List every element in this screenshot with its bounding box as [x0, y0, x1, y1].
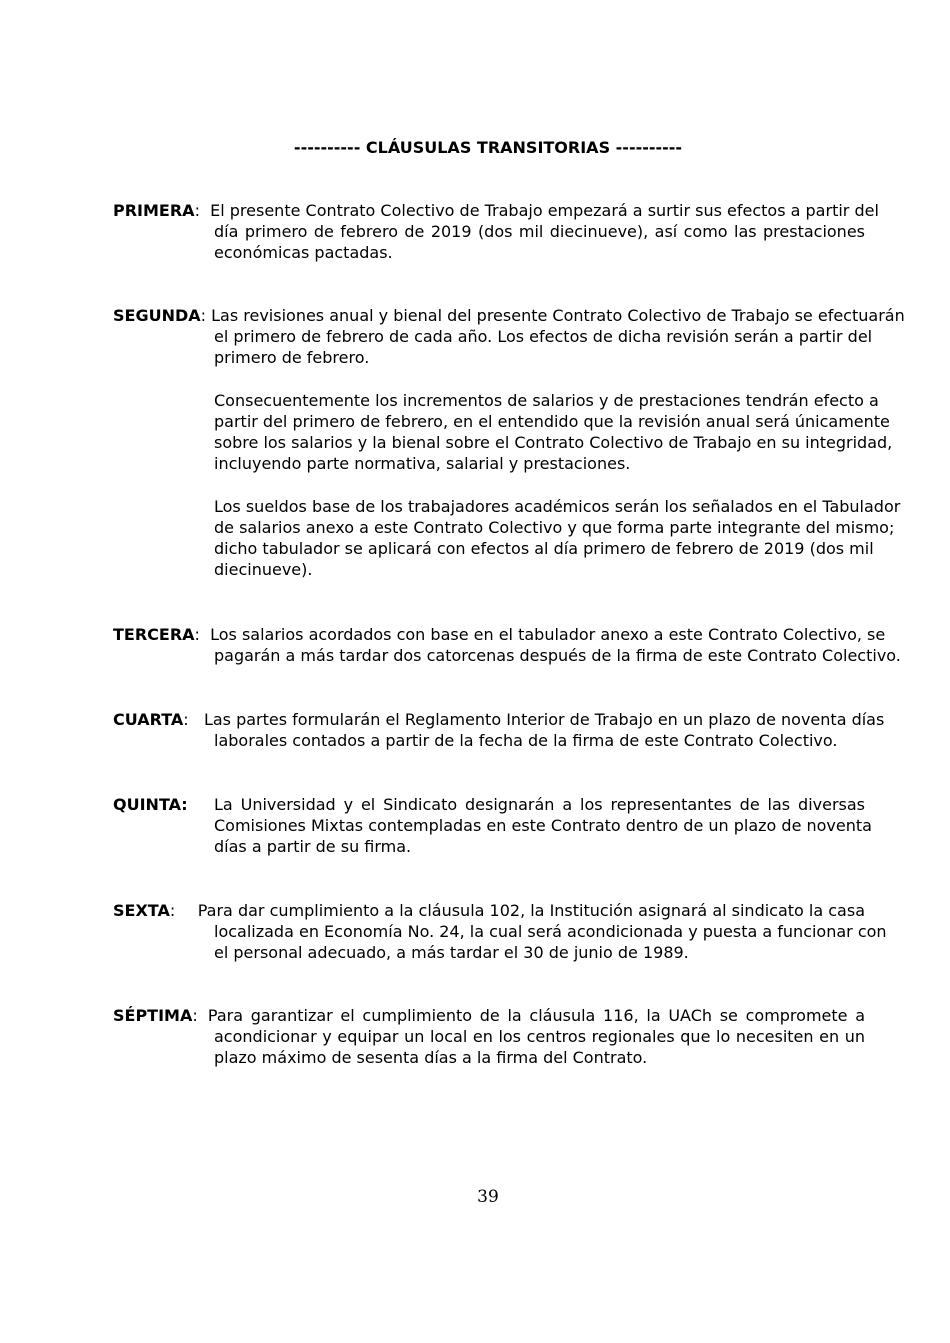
clause-septima [113, 1005, 865, 1026]
clause-text-line: plazo máximo de sesenta días a la firma del Contrato. [214, 1048, 648, 1067]
clause-text-line: acondicionar y equipar un local en los centros regionales que lo necesiten en un [214, 1027, 865, 1046]
clause-text-line: Para dar cumplimiento a la cláusula 102, la Institución asignará al sindicato la casa [197, 901, 865, 920]
clause-label: QUINTA: [113, 795, 188, 814]
clause-first-line: TERCERA: Los salarios acordados con base en el tabulador anexo a este Contrato Colectivo, se [113, 625, 886, 644]
clause-segunda-paragraph-3 [214, 496, 901, 580]
clause-cuarta [113, 709, 885, 730]
clause-text-line: día primero de febrero de 2019 (dos mil diecinueve), así como las prestaciones [214, 222, 865, 241]
clause-tercera [113, 624, 886, 645]
clause-text-line: El presente Contrato Colectivo de Trabajo empezará a surtir sus efectos a partir del [210, 201, 879, 220]
clause-text-line: Los sueldos base de los trabajadores académicos serán los señalados en el Tabulador [214, 497, 901, 516]
clause-quinta-body [214, 815, 872, 857]
clause-sexta-body [214, 921, 887, 963]
page-number: 39 [477, 1187, 499, 1207]
clause-text-line: el personal adecuado, a más tardar el 30 de junio de 1989. [214, 943, 689, 962]
clause-segunda [113, 305, 905, 326]
clause-primera [113, 200, 879, 221]
clause-first-line: SÉPTIMA: Para garantizar el cumplimiento de la cláusula 116, la UACh se compromete a [113, 1006, 865, 1025]
clause-label: TERCERA [113, 625, 195, 644]
clause-first-line [113, 794, 865, 815]
clause-text-line: La Universidad y el Sindicato designarán a los representantes de las diversas [214, 795, 865, 814]
clause-text-line: el primero de febrero de cada año. Los efectos de dicha revisión serán a partir del [214, 327, 873, 346]
clause-first-line: PRIMERA: El presente Contrato Colectivo de Trabajo empezará a surtir sus efectos a partir del [113, 201, 879, 220]
clause-text-line: Las partes formularán el Reglamento Interior de Trabajo en un plazo de noventa días [203, 710, 885, 729]
clause-segunda-body [214, 326, 873, 368]
clause-first-line: SEXTA: Para dar cumplimiento a la cláusula 102, la Institución asignará al sindicato la casa [113, 901, 865, 920]
section-heading: ---------- CLÁUSULAS TRANSITORIAS ---------- [293, 138, 683, 157]
clause-text-line: localizada en Economía No. 24, la cual será acondicionada y puesta a funcionar con [214, 922, 887, 941]
clause-text-line: partir del primero de febrero, en el entendido que la revisión anual será únicamente [214, 412, 890, 431]
clause-label: CUARTA [113, 710, 184, 729]
clause-text-line: de salarios anexo a este Contrato Colectivo y que forma parte integrante del mismo; [214, 518, 895, 537]
clause-text-line: Comisiones Mixtas contempladas en este Contrato dentro de un plazo de noventa [214, 816, 872, 835]
clause-label: SEXTA [113, 901, 170, 920]
clause-segunda-paragraph-2 [214, 390, 893, 474]
clause-primera-body [214, 221, 865, 263]
clause-text-line: Consecuentemente los incrementos de salarios y de prestaciones tendrán efecto a [214, 391, 879, 410]
clause-text-line: pagarán a más tardar dos catorcenas después de la firma de este Contrato Colectivo. [214, 646, 901, 665]
clause-text-line: laborales contados a partir de la fecha de la firma de este Contrato Colectivo. [214, 731, 838, 750]
clause-label: SÉPTIMA [113, 1006, 193, 1025]
clause-quinta [113, 794, 865, 815]
clause-sexta [113, 900, 865, 921]
clause-label: SEGUNDA [113, 306, 201, 325]
clause-text-line: días a partir de su firma. [214, 837, 412, 856]
clause-label: PRIMERA [113, 201, 195, 220]
clause-cuarta-body [214, 730, 865, 751]
clause-text-line: Los salarios acordados con base en el tabulador anexo a este Contrato Colectivo, se [210, 625, 886, 644]
clause-text-line: diecinueve). [214, 560, 313, 579]
clause-text-line: económicas pactadas. [214, 243, 393, 262]
clause-text-line: Las revisiones anual y bienal del presente Contrato Colectivo de Trabajo se efectuarán [211, 306, 905, 325]
clause-septima-body [214, 1026, 865, 1068]
clause-text-line: dicho tabulador se aplicará con efectos al día primero de febrero de 2019 (dos mil [214, 539, 874, 558]
clause-text-line: incluyendo parte normativa, salarial y prestaciones. [214, 454, 631, 473]
clause-text-line: sobre los salarios y la bienal sobre el Contrato Colectivo de Trabajo en su integridad, [214, 433, 893, 452]
clause-text-line: primero de febrero. [214, 348, 370, 367]
clause-first-line: SEGUNDA: Las revisiones anual y bienal del presente Contrato Colectivo de Trabajo se efectuarán [113, 306, 905, 325]
clause-tercera-body [214, 645, 901, 666]
clause-first-line: CUARTA: Las partes formularán el Reglamento Interior de Trabajo en un plazo de noventa días [113, 710, 885, 729]
clause-text-line: Para garantizar el cumplimiento de la cláusula 116, la UACh se compromete a [207, 1006, 865, 1025]
